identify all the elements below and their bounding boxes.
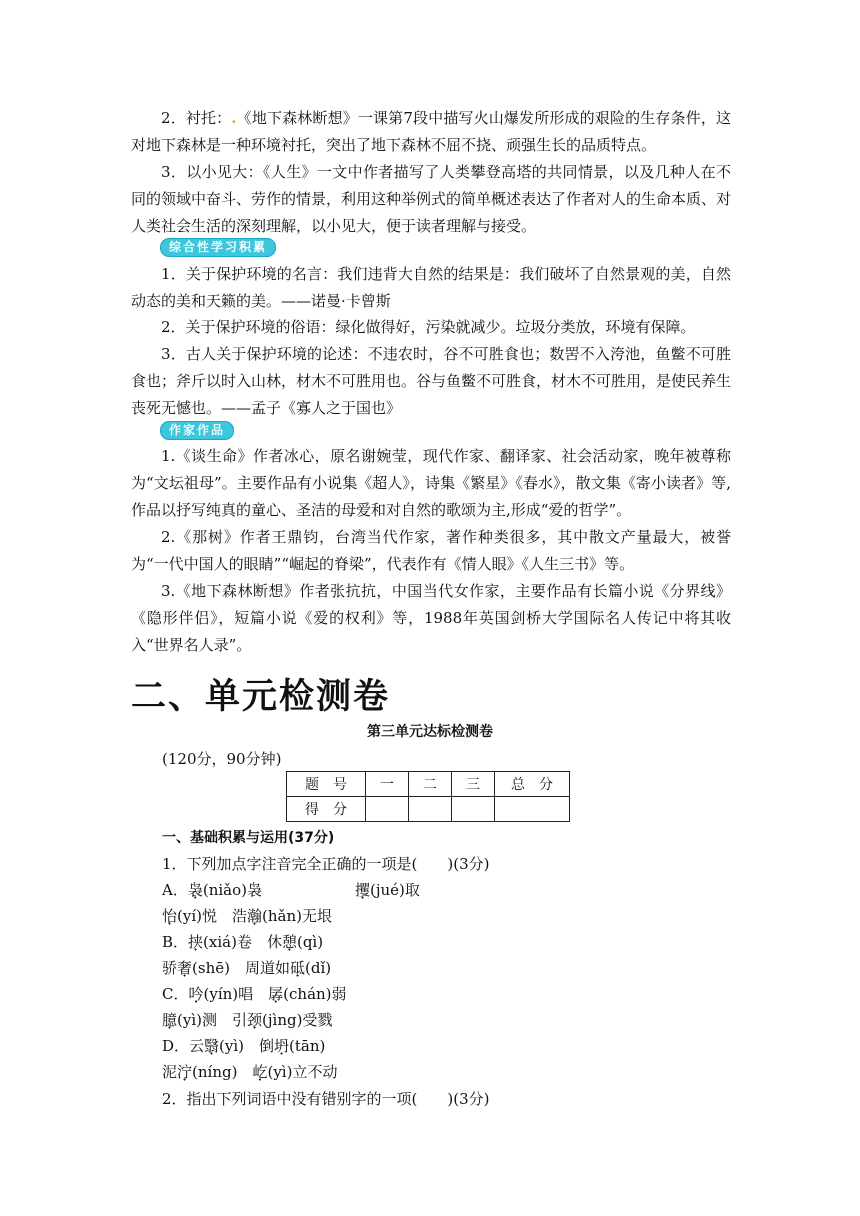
- paragraph-saying: 2．关于保护环境的俗语：绿化做得好，污染就减少。垃圾分类放，环境有保障。: [161, 318, 696, 336]
- paragraph-author-2: 2.《那树》作者王鼎钧，台湾当代作家，著作种类很多，其中散文产量最大，被誉为“一代中国人的眼睛”“崛起的脊梁”，代表作有《情人眼》《人生三书》等。: [131, 528, 731, 573]
- score-table-header-row: [287, 772, 570, 797]
- text: (qì): [296, 933, 324, 951]
- table-cell: 得 分: [287, 797, 366, 822]
- dotted-char: 袅: [187, 881, 203, 899]
- dotted-char: 憩: [281, 933, 297, 951]
- exam-meta: (120分，90分钟): [162, 750, 282, 768]
- text: (yì)立不动: [267, 1063, 338, 1081]
- option-c-line1: [162, 981, 347, 1007]
- score-table-score-row: [287, 797, 570, 822]
- question-1-stem: 1．下列加点字注音完全正确的一项是( )(3分): [162, 855, 490, 873]
- text: A．: [162, 881, 188, 899]
- dotted-char: 瀚: [247, 907, 263, 925]
- dotted-char: 吟: [188, 985, 204, 1003]
- text: (xiá)卷 休: [203, 933, 282, 951]
- text: (yì) 倒: [219, 1037, 275, 1055]
- dotted-char: 怡: [162, 907, 178, 925]
- table-cell: 三: [452, 772, 495, 797]
- table-cell: 题 号: [287, 772, 366, 797]
- text: (yì)测 引: [177, 1011, 247, 1029]
- text: (hǎn)无垠: [262, 907, 332, 925]
- option-b-line1: [162, 929, 323, 955]
- text: 骄: [162, 959, 178, 977]
- text: (yín)唱: [203, 985, 269, 1003]
- text: 《地下森林断想》一课第7段中描写火山爆发所形成的艰险的生存条件，这对地下森林是一种环境衬托，突出了地下森林不屈不挠、顽强生长的品质特点。: [131, 109, 732, 154]
- part1-title: 一、基础积累与运用(37分): [162, 830, 335, 846]
- text: (jué)取: [370, 881, 420, 899]
- score-input-cell: [366, 797, 409, 822]
- score-input-cell: [495, 797, 570, 822]
- paragraph-small-to-big: 3．以小见大：《人生》一文中作者描写了人类攀登高塔的共同情景，以及几种人在不同的领域中奋斗、劳作的情景，利用这种举例式的简单概述表达了作者对人的生命本质、对人类社会生活的深刻理解，以小见大，便于读者理解与接受。: [131, 163, 732, 235]
- text: B．: [162, 933, 189, 951]
- paragraph-contrast: [131, 105, 731, 159]
- text: (yí)悦 浩: [177, 907, 247, 925]
- dotted-char: 坍: [274, 1037, 290, 1055]
- text: (jìng)受戮: [262, 1011, 333, 1029]
- dotted-char: 泞: [177, 1063, 193, 1081]
- text: (níng): [192, 1063, 253, 1081]
- dotted-char: 挟: [188, 933, 204, 951]
- text: 2．衬托：: [161, 109, 232, 127]
- dotted-char: 孱: [268, 985, 284, 1003]
- paragraph-author-3: 3.《地下森林断想》作者张抗抗，中国当代女作家，主要作品有长篇小说《分界线》《隐形伴侣》，短篇小说《爱的权利》等，1988年英国剑桥大学国际名人传记中将其收入“世界名人录”。: [131, 582, 731, 654]
- option-c-line2: [162, 1007, 332, 1033]
- score-input-cell: [452, 797, 495, 822]
- score-input-cell: [409, 797, 452, 822]
- option-a-line2: [162, 903, 332, 929]
- dotted-char: 屹: [252, 1063, 268, 1081]
- dotted-char: 攫: [355, 881, 371, 899]
- dotted-char: 翳: [204, 1037, 220, 1055]
- paragraph-quote: 1．关于保护环境的名言：我们违背大自然的结果是：我们破坏了自然景观的美，自然动态的美和天籁的美。——诺曼·卡曾斯: [131, 265, 731, 310]
- exam-title: 第三单元达标检测卷: [367, 724, 493, 740]
- text: (shē) 周道如: [192, 959, 290, 977]
- text: 泥: [162, 1063, 178, 1081]
- option-a-line1: [162, 877, 262, 903]
- section-heading: 二、单元检测卷: [131, 677, 391, 717]
- highlight-mark: .: [231, 109, 237, 127]
- text: (chán)弱: [283, 985, 347, 1003]
- dotted-char: 奢: [177, 959, 193, 977]
- table-cell: 二: [409, 772, 452, 797]
- question-2-stem: 2．指出下列词语中没有错别字的一项( )(3分): [162, 1090, 490, 1108]
- text: (tān): [289, 1037, 326, 1055]
- option-b-line2: [162, 955, 331, 981]
- section-badge-authors-works: 作家作品: [160, 421, 234, 440]
- text: D．云: [162, 1037, 205, 1055]
- score-table: [286, 771, 570, 822]
- option-d-line2: [162, 1059, 337, 1085]
- dotted-char: 颈: [247, 1011, 263, 1029]
- text: C．: [162, 985, 189, 1003]
- table-cell: 总 分: [495, 772, 570, 797]
- dotted-char: 臆: [162, 1011, 178, 1029]
- option-d-line1: [162, 1033, 325, 1059]
- option-a-line1b: [355, 877, 420, 903]
- dotted-char: 砥: [289, 959, 305, 977]
- paragraph-author-1: 1.《谈生命》作者冰心，原名谢婉莹，现代作家、翻译家、社会活动家，晚年被尊称为“文坛祖母”。主要作品有小说集《超人》，诗集《繁星》《春水》，散文集《寄小读者》等,作品以抒写纯真的童心、圣洁的母爱和对自然的歌颂为主,形成“爱的哲学”。: [131, 447, 731, 519]
- section-badge-comprehensive-learning: 综合性学习积累: [160, 238, 276, 257]
- text: (niǎo)袅: [202, 881, 262, 899]
- table-cell: 一: [366, 772, 409, 797]
- text: (dǐ): [305, 959, 332, 977]
- paragraph-ancient: 3．古人关于保护环境的论述：不违农时，谷不可胜食也；数罟不入洿池，鱼鳖不可胜食也；斧斤以时入山林，材木不可胜用也。谷与鱼鳖不可胜食，材木不可胜用，是使民养生丧死无憾也。——孟子《寡人之于国也》: [131, 345, 732, 417]
